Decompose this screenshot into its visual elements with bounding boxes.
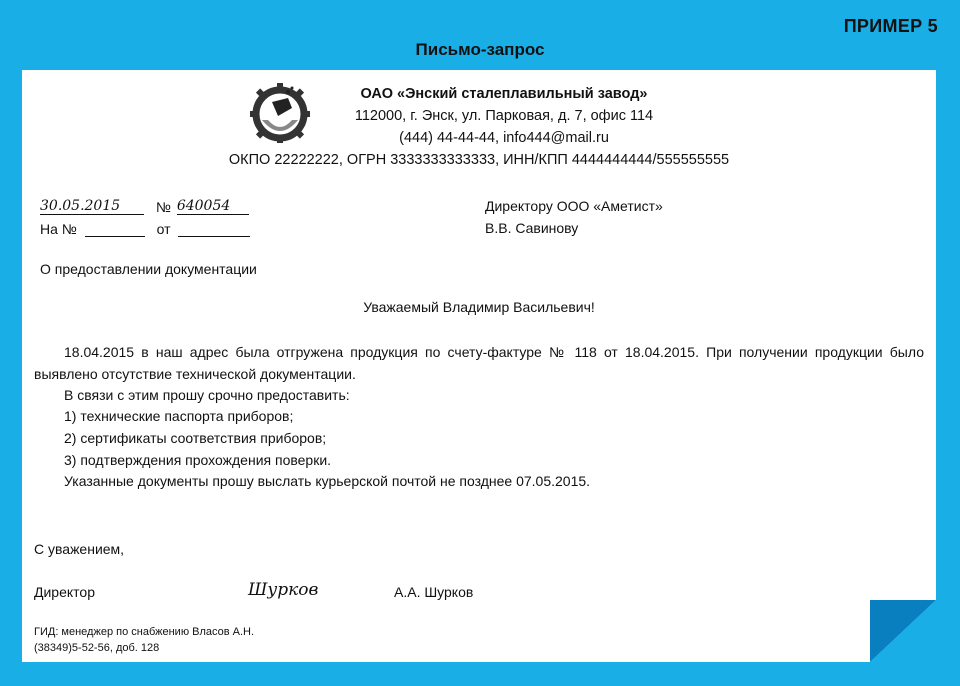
list-item: 2) сертификаты соответствия приборов;	[64, 430, 327, 446]
reg-date-value: 30.05.2015	[40, 198, 144, 215]
letter-subject: О предоставлении документации	[40, 261, 257, 277]
list-item: 3) подтверждения прохождения поверки.	[64, 452, 332, 468]
example-label: ПРИМЕР 5	[843, 16, 938, 36]
document-type-title: Письмо-запрос	[415, 40, 545, 59]
body-paragraph-2: В связи с этим прошу срочно предоставить:	[64, 387, 350, 403]
company-name: ОАО «Энский сталеплавильный завод»	[360, 86, 648, 102]
reg-date-row	[40, 198, 249, 215]
letter-sheet	[22, 70, 936, 662]
addressee-line1: Директору ООО «Аметист»	[485, 198, 663, 214]
executor-info: ГИД: менеджер по снабжению Власов А.Н.	[34, 626, 255, 638]
reply-date-blank	[178, 220, 250, 237]
handwritten-signature: Шурков	[248, 580, 319, 600]
body-paragraph-3: Указанные документы прошу выслать курьерской почтой не позднее 07.05.2015.	[64, 473, 591, 489]
list-item: 1) технические паспорта приборов;	[64, 408, 294, 424]
reg-number-label: №	[155, 199, 171, 215]
body-paragraph-1: 18.04.2015 в наш адрес была отгружена продукция по счету-фактуре № 118 от 18.04.2015. При получении продукции было выявлено отсутствие технической документации.	[34, 344, 924, 382]
signer-name: А.А. Шурков	[394, 584, 474, 600]
closing: С уважением,	[34, 541, 125, 557]
signer-position: Директор	[34, 584, 95, 600]
addressee-line2: В.В. Савинову	[485, 220, 579, 236]
reply-row	[40, 220, 250, 237]
company-contacts: (444) 44-44-44, info444@mail.ru	[399, 130, 609, 146]
page-fold-corner	[870, 600, 936, 662]
reply-number-blank	[85, 220, 145, 237]
greeting: Уважаемый Владимир Васильевич!	[363, 299, 595, 315]
reply-label: На №	[40, 221, 77, 237]
company-codes: ОКПО 22222222, ОГРН 3333333333333, ИНН/КПП 4444444444/555555555	[228, 152, 730, 168]
reply-from-label: от	[156, 221, 171, 237]
company-address: 112000, г. Энск, ул. Парковая, д. 7, офис 114	[354, 108, 654, 124]
executor-phone: (38349)5-52-56, доб. 128	[34, 642, 160, 654]
reg-number-value: 640054	[177, 198, 249, 215]
